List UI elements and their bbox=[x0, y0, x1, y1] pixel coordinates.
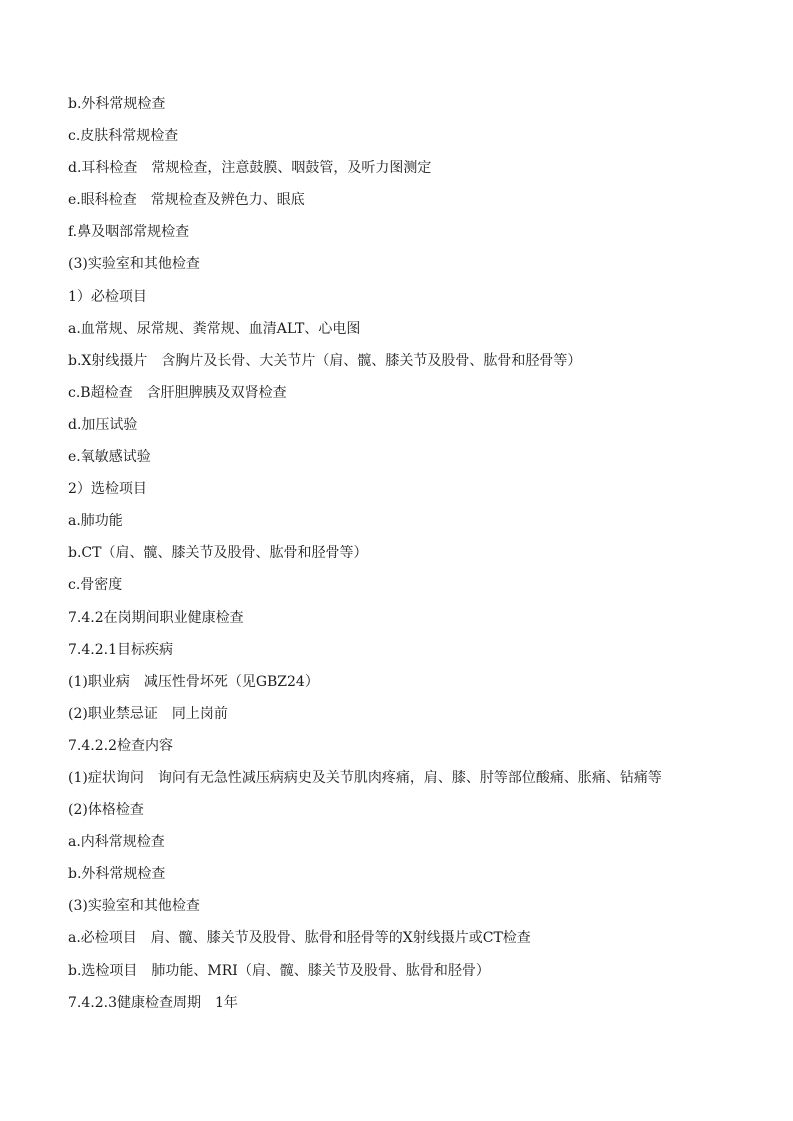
section-heading: 7.4.2.1目标疾病 bbox=[68, 641, 173, 658]
section-heading: (3)实验室和其他检查 bbox=[68, 256, 200, 273]
text-line: b.外科常规检查 bbox=[68, 96, 166, 112]
text-line: a.必检项目 肩、髋、膝关节及股骨、肱骨和胫骨等的X射线摄片或CT检查 bbox=[68, 930, 531, 947]
text-line: b.外科常规检查 bbox=[68, 866, 166, 883]
text-line: d.耳科检查 常规检查，注意鼓膜、咽鼓管，及听力图测定 bbox=[68, 160, 432, 177]
document-body bbox=[68, 91, 778, 1022]
text-line: b.选检项目 肺功能、MRI（肩、髋、膝关节及股骨、肱骨和胫骨） bbox=[68, 962, 490, 979]
section-heading: (3)实验室和其他检查 bbox=[68, 898, 200, 915]
text-line: b.CT（肩、髋、膝关节及股骨、肱骨和胫骨等） bbox=[68, 545, 368, 562]
text-line: a.内科常规检查 bbox=[68, 834, 165, 851]
text-line: a.肺功能 bbox=[68, 513, 123, 530]
section-heading: (2)体格检查 bbox=[68, 802, 144, 819]
text-line: e.眼科检查 常规检查及辨色力、眼底 bbox=[68, 192, 305, 209]
text-line: (1)职业病 减压性骨坏死（见GBZ24） bbox=[68, 673, 319, 690]
text-line: c.皮肤科常规检查 bbox=[68, 128, 179, 145]
text-line: c.骨密度 bbox=[68, 577, 123, 594]
text-line: (1)症状询问 询问有无急性减压病病史及关节肌肉疼痛，肩、膝、肘等部位酸痛、胀痛、钻痛等 bbox=[68, 769, 662, 786]
text-line: d.加压试验 bbox=[68, 416, 138, 433]
text-line: e.氧敏感试验 bbox=[68, 449, 151, 466]
section-heading: 7.4.2在岗期间职业健康检查 bbox=[68, 609, 244, 626]
section-heading: 7.4.2.3健康检查周期 1年 bbox=[68, 994, 238, 1011]
text-line: (2)职业禁忌证 同上岗前 bbox=[68, 705, 228, 722]
subsection-heading: 1）必检项目 bbox=[68, 288, 147, 305]
section-heading: 7.4.2.2检查内容 bbox=[68, 737, 173, 754]
text-line: b.X射线摄片 含胸片及长骨、大关节片（肩、髋、膝关节及股骨、肱骨和胫骨等） bbox=[68, 352, 582, 369]
text-line: a.血常规、尿常规、粪常规、血清ALT、心电图 bbox=[68, 320, 361, 337]
text-line: c.B超检查 含肝胆脾胰及双肾检查 bbox=[68, 384, 287, 401]
text-line: f.鼻及咽部常规检查 bbox=[68, 224, 190, 241]
subsection-heading: 2）选检项目 bbox=[68, 481, 147, 498]
